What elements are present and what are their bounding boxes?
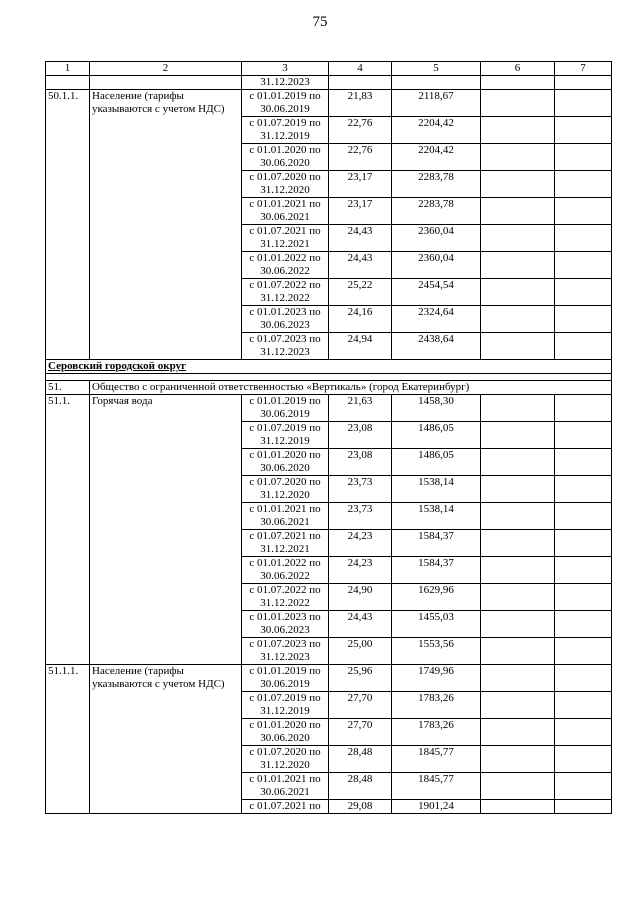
empty-cell xyxy=(481,225,555,252)
empty-cell xyxy=(481,611,555,638)
item-code: 51.1.1. xyxy=(46,665,90,814)
empty-cell xyxy=(555,198,612,225)
empty-cell xyxy=(555,117,612,144)
item-name: Население (тарифы указываются с учетом НДС) xyxy=(90,665,242,814)
cell xyxy=(481,76,555,90)
spacer-cell xyxy=(46,374,612,381)
empty-cell xyxy=(481,800,555,814)
period-cell: с 01.07.2020 по 31.12.2020 xyxy=(242,476,329,503)
period-cell: с 01.01.2022 по 30.06.2022 xyxy=(242,557,329,584)
spacer-row xyxy=(46,374,612,381)
value-col4: 25,22 xyxy=(329,279,392,306)
value-col5: 1845,77 xyxy=(392,746,481,773)
period-cell: с 01.01.2020 по 30.06.2020 xyxy=(242,449,329,476)
empty-cell xyxy=(555,252,612,279)
empty-cell xyxy=(555,584,612,611)
item-name: Горячая вода xyxy=(90,395,242,665)
value-col4: 22,76 xyxy=(329,144,392,171)
section-title: Серовский городской округ xyxy=(46,360,612,374)
empty-cell xyxy=(555,719,612,746)
value-col4: 28,48 xyxy=(329,773,392,800)
org-name: Общество с ограниченной ответственностью «Вертикаль» (город Екатеринбург) xyxy=(90,381,612,395)
header-cell: 4 xyxy=(329,62,392,76)
empty-cell xyxy=(481,665,555,692)
value-col5: 1455,03 xyxy=(392,611,481,638)
value-col5: 2283,78 xyxy=(392,198,481,225)
empty-cell xyxy=(481,557,555,584)
header-cell: 7 xyxy=(555,62,612,76)
empty-cell xyxy=(481,90,555,117)
empty-cell xyxy=(555,611,612,638)
period-cell: с 01.01.2021 по 30.06.2021 xyxy=(242,773,329,800)
empty-cell xyxy=(555,279,612,306)
empty-cell xyxy=(555,530,612,557)
value-col4: 24,16 xyxy=(329,306,392,333)
value-col4: 27,70 xyxy=(329,692,392,719)
period-cell: с 01.01.2022 по 30.06.2022 xyxy=(242,252,329,279)
value-col4: 24,23 xyxy=(329,530,392,557)
empty-cell xyxy=(481,395,555,422)
value-col5: 1486,05 xyxy=(392,449,481,476)
period-cell: с 01.07.2023 по 31.12.2023 xyxy=(242,638,329,665)
period-cell: с 01.07.2019 по 31.12.2019 xyxy=(242,117,329,144)
empty-cell xyxy=(555,171,612,198)
period-cell: с 01.07.2019 по 31.12.2019 xyxy=(242,692,329,719)
value-col5: 2204,42 xyxy=(392,117,481,144)
value-col5: 1538,14 xyxy=(392,476,481,503)
period-cell: с 01.07.2020 по 31.12.2020 xyxy=(242,171,329,198)
header-cell: 5 xyxy=(392,62,481,76)
value-col4: 24,90 xyxy=(329,584,392,611)
empty-cell xyxy=(481,117,555,144)
table-row xyxy=(46,90,612,117)
header-cell: 1 xyxy=(46,62,90,76)
period-cell: с 01.07.2023 по 31.12.2023 xyxy=(242,333,329,360)
empty-cell xyxy=(481,279,555,306)
value-col4: 24,23 xyxy=(329,557,392,584)
empty-cell xyxy=(555,557,612,584)
period-cell: с 01.01.2023 по 30.06.2023 xyxy=(242,306,329,333)
value-col4: 25,00 xyxy=(329,638,392,665)
empty-cell xyxy=(555,90,612,117)
empty-cell xyxy=(555,692,612,719)
empty-cell xyxy=(555,422,612,449)
value-col5: 2360,04 xyxy=(392,252,481,279)
value-col4: 21,83 xyxy=(329,90,392,117)
header-cell: 6 xyxy=(481,62,555,76)
period-cell: с 01.01.2021 по 30.06.2021 xyxy=(242,198,329,225)
period-cell: с 01.07.2021 по xyxy=(242,800,329,814)
value-col5: 2360,04 xyxy=(392,225,481,252)
empty-cell xyxy=(555,800,612,814)
empty-cell xyxy=(555,306,612,333)
header-row xyxy=(46,62,612,76)
value-col4: 24,43 xyxy=(329,225,392,252)
value-col5: 1901,24 xyxy=(392,800,481,814)
value-col5: 2454,54 xyxy=(392,279,481,306)
empty-cell xyxy=(481,252,555,279)
empty-cell xyxy=(555,225,612,252)
empty-cell xyxy=(481,692,555,719)
empty-cell xyxy=(481,503,555,530)
continuation-row xyxy=(46,76,612,90)
cell xyxy=(329,76,392,90)
period-cell: 31.12.2023 xyxy=(242,76,329,90)
table-row xyxy=(46,665,612,692)
tariff-table xyxy=(45,61,612,814)
period-cell: с 01.07.2020 по 31.12.2020 xyxy=(242,746,329,773)
empty-cell xyxy=(555,476,612,503)
value-col4: 21,63 xyxy=(329,395,392,422)
cell xyxy=(90,76,242,90)
page-number: 75 xyxy=(312,14,328,30)
empty-cell xyxy=(481,171,555,198)
empty-cell xyxy=(481,638,555,665)
value-col5: 2204,42 xyxy=(392,144,481,171)
empty-cell xyxy=(481,422,555,449)
value-col5: 2438,64 xyxy=(392,333,481,360)
value-col4: 25,96 xyxy=(329,665,392,692)
value-col5: 1749,96 xyxy=(392,665,481,692)
header-cell: 3 xyxy=(242,62,329,76)
period-cell: с 01.01.2023 по 30.06.2023 xyxy=(242,611,329,638)
period-cell: с 01.01.2020 по 30.06.2020 xyxy=(242,144,329,171)
empty-cell xyxy=(555,144,612,171)
value-col5: 1584,37 xyxy=(392,530,481,557)
value-col4: 24,94 xyxy=(329,333,392,360)
empty-cell xyxy=(481,476,555,503)
empty-cell xyxy=(555,638,612,665)
empty-cell xyxy=(481,449,555,476)
period-cell: с 01.01.2019 по 30.06.2019 xyxy=(242,395,329,422)
value-col5: 2118,67 xyxy=(392,90,481,117)
value-col5: 1553,56 xyxy=(392,638,481,665)
period-cell: с 01.07.2021 по 31.12.2021 xyxy=(242,225,329,252)
value-col4: 27,70 xyxy=(329,719,392,746)
value-col5: 2324,64 xyxy=(392,306,481,333)
empty-cell xyxy=(555,449,612,476)
empty-cell xyxy=(481,746,555,773)
value-col5: 1783,26 xyxy=(392,719,481,746)
value-col4: 23,08 xyxy=(329,449,392,476)
value-col4: 23,17 xyxy=(329,198,392,225)
empty-cell xyxy=(555,773,612,800)
value-col4: 23,73 xyxy=(329,503,392,530)
value-col4: 29,08 xyxy=(329,800,392,814)
period-cell: с 01.01.2019 по 30.06.2019 xyxy=(242,90,329,117)
cell xyxy=(392,76,481,90)
value-col4: 23,08 xyxy=(329,422,392,449)
value-col4: 22,76 xyxy=(329,117,392,144)
empty-cell xyxy=(555,665,612,692)
period-cell: с 01.01.2021 по 30.06.2021 xyxy=(242,503,329,530)
value-col5: 1538,14 xyxy=(392,503,481,530)
cell xyxy=(555,76,612,90)
empty-cell xyxy=(481,773,555,800)
item-code: 50.1.1. xyxy=(46,90,90,360)
period-cell: с 01.07.2019 по 31.12.2019 xyxy=(242,422,329,449)
empty-cell xyxy=(555,395,612,422)
empty-cell xyxy=(481,530,555,557)
value-col4: 23,17 xyxy=(329,171,392,198)
period-cell: с 01.07.2022 по 31.12.2022 xyxy=(242,279,329,306)
table-row xyxy=(46,395,612,422)
value-col4: 28,48 xyxy=(329,746,392,773)
period-cell: с 01.07.2022 по 31.12.2022 xyxy=(242,584,329,611)
org-row xyxy=(46,381,612,395)
section-row xyxy=(46,360,612,374)
empty-cell xyxy=(481,584,555,611)
empty-cell xyxy=(555,503,612,530)
value-col4: 24,43 xyxy=(329,252,392,279)
value-col4: 23,73 xyxy=(329,476,392,503)
value-col5: 2283,78 xyxy=(392,171,481,198)
value-col5: 1458,30 xyxy=(392,395,481,422)
empty-cell xyxy=(481,333,555,360)
value-col5: 1584,37 xyxy=(392,557,481,584)
org-code: 51. xyxy=(46,381,90,395)
value-col5: 1486,05 xyxy=(392,422,481,449)
empty-cell xyxy=(481,198,555,225)
value-col5: 1629,96 xyxy=(392,584,481,611)
period-cell: с 01.01.2020 по 30.06.2020 xyxy=(242,719,329,746)
empty-cell xyxy=(481,719,555,746)
value-col5: 1845,77 xyxy=(392,773,481,800)
empty-cell xyxy=(481,306,555,333)
value-col4: 24,43 xyxy=(329,611,392,638)
period-cell: с 01.01.2019 по 30.06.2019 xyxy=(242,665,329,692)
empty-cell xyxy=(481,144,555,171)
header-cell: 2 xyxy=(90,62,242,76)
cell xyxy=(46,76,90,90)
empty-cell xyxy=(555,746,612,773)
empty-cell xyxy=(555,333,612,360)
period-cell: с 01.07.2021 по 31.12.2021 xyxy=(242,530,329,557)
item-name: Население (тарифы указываются с учетом НДС) xyxy=(90,90,242,360)
value-col5: 1783,26 xyxy=(392,692,481,719)
item-code: 51.1. xyxy=(46,395,90,665)
